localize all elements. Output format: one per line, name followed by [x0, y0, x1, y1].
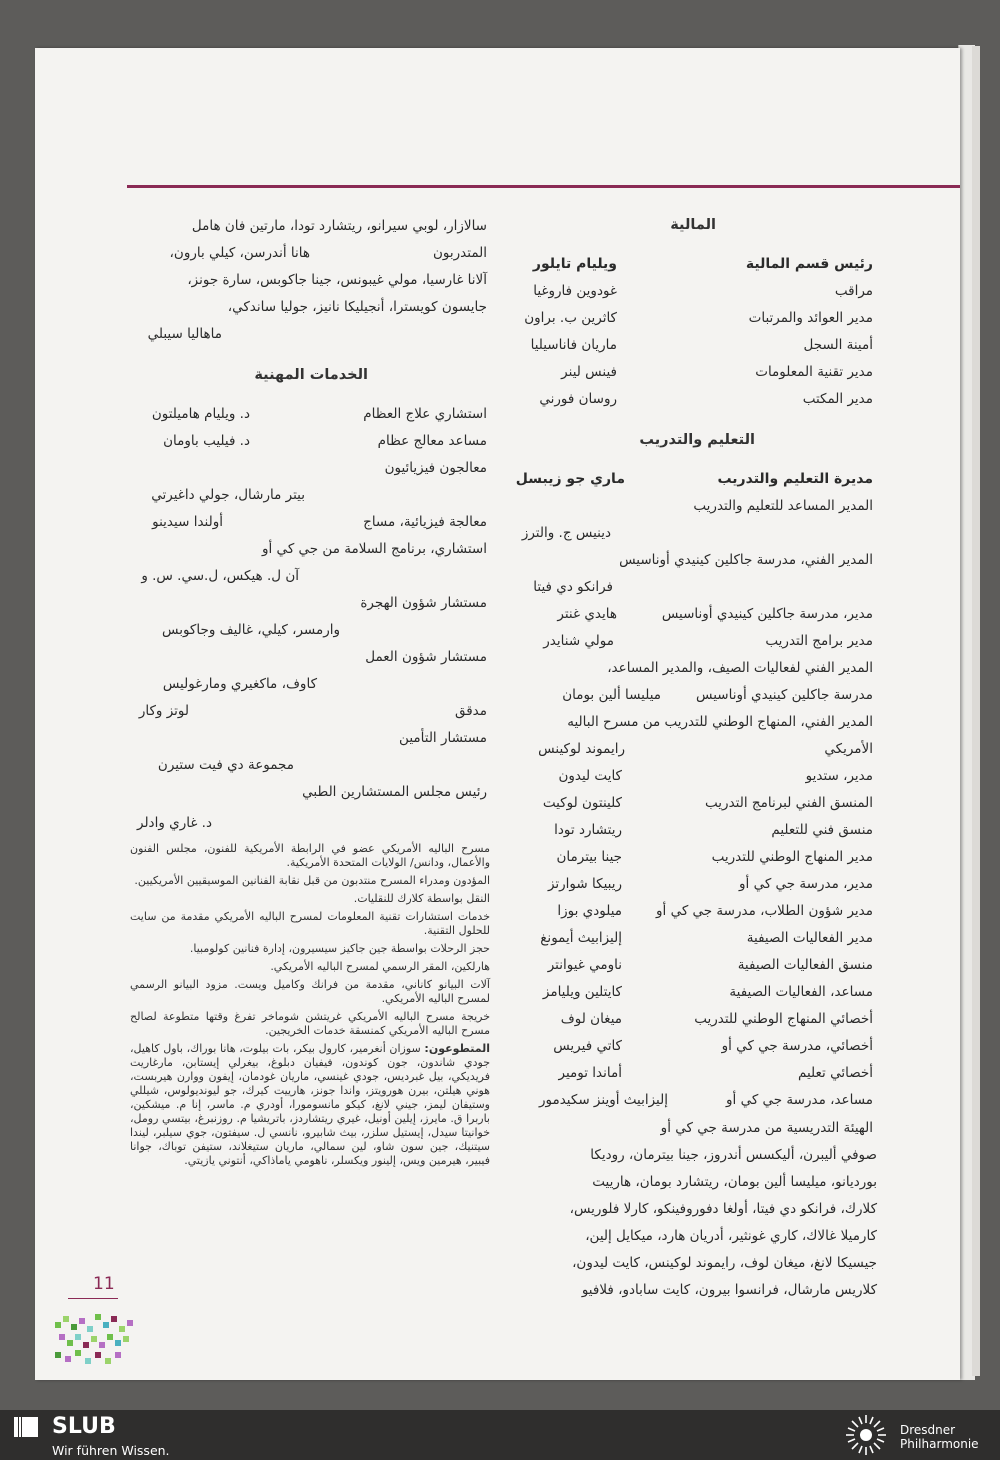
edu-programs-role: مدير برامج التدريب [765, 633, 873, 649]
trainee-line: آلانا غارسيا، مولي غيبونس، جينا جاكوبس، سارة جونز، [187, 272, 487, 288]
immigration-label: مستشار شؤون الهجرة [360, 595, 487, 611]
trainees-label: المتدربون [433, 245, 487, 261]
faculty-line: صوفي أليبرن، أليكسس أندروز، جينا بيترمان، روديكا [590, 1147, 877, 1163]
edu-row-role: منسق الفعاليات الصيفية [737, 957, 873, 973]
note-paragraph: حجز الرحلات بواسطة جين جاكيز سيسيرون، إدارة فنانين كولومبيا. [189, 942, 490, 955]
edu-artdir-role: المدير الفني، مدرسة جاكلين كينيدي أوناسيس [619, 552, 873, 568]
section-title-finance: المالية [670, 217, 716, 233]
safety-name: آن ل. هيكس، ل.سي. س. و [141, 568, 299, 584]
note-paragraph: آلات البيانو كاناني، مقدمة من فرانك وكاميل ويست. مزود البيانو الرسمي لمسرح الباليه الأمريكي. [130, 978, 490, 1005]
finance-role: مدير العوائد والمرتبات [748, 310, 873, 326]
pixel-mosaic-icon [55, 1312, 145, 1372]
philharmonie-line2: Philharmonie [900, 1437, 979, 1451]
notes-block [130, 842, 490, 1168]
edu-row-role: أخصائي المنهاج الوطني للتدريب [694, 1011, 873, 1027]
finance-name: كاثرين ب. براون [524, 310, 617, 326]
edu-national-role-2: الأمريكي [824, 741, 873, 757]
header-rule [127, 185, 960, 188]
edu-row-name: كايتلين ويليامز [542, 984, 622, 1000]
audit-role: مدقق [454, 703, 487, 719]
slub-logo-text: SLUB [52, 1414, 116, 1439]
faculty-line: كلاريس مارشال، فرانسوا بيرون، كايت سابادو، فلافيو [581, 1282, 877, 1298]
edu-row-role: منسق فني للتعليم [771, 822, 873, 838]
edu-row-name: كاتي فيريس [553, 1038, 622, 1054]
faculty-line: كلارك، فرانكو دي فيتا، أولغا دفوروفينكو، كارلا فلوريس، [569, 1201, 877, 1217]
page-edge-shadow [972, 46, 980, 1376]
edu-programs-name: مولي شنايدر [543, 633, 614, 649]
service-name: د. ويليام هاميلتون [151, 406, 250, 422]
philharmonie-sun-icon [842, 1411, 890, 1459]
slub-book-icon [12, 1413, 40, 1441]
finance-name: فينس لينر [561, 364, 617, 380]
edu-row-name: ناومي غيوانتر [547, 957, 622, 973]
note-paragraph: مسرح الباليه الأمريكي عضو في الرابطة الأمريكية للفنون، مجلس الفنون والأعمال، ودانس/ الولايات المتحدة الأمريكية. [130, 842, 490, 869]
faculty-line: جيسيكا لانغ، ميغان لوف، رايموند لوكينس، كايت ليدون، [572, 1255, 877, 1271]
edu-row-name: إليزابيث أوينز سكيدمور [538, 1092, 668, 1108]
volunteers-label: المتطوعون: [424, 1042, 490, 1055]
edu-row-name: ميلودي بوزا [557, 903, 622, 919]
finance-name: روسان فورني [539, 391, 617, 407]
service-role: استشاري علاج العظام [363, 406, 487, 422]
section-title-services: الخدمات المهنية [254, 367, 368, 383]
finance-role: رئيس قسم المالية [745, 256, 873, 272]
philharmonie-line1: Dresdner [900, 1423, 956, 1437]
philharmonie-logo-text [900, 1423, 979, 1451]
finance-role: مراقب [834, 283, 873, 299]
service-name: د. فيليب باومان [163, 433, 250, 449]
edu-director-role: مديرة التعليم والتدريب [717, 471, 873, 487]
edu-row-role: أخصائي، مدرسة جي كي أو [721, 1038, 873, 1054]
finance-role: أمينة السجل [803, 337, 873, 353]
edu-national-role-1: المدير الفني، المنهاج الوطني للتدريب من مسرح الباليه [567, 714, 873, 730]
medical-name: د. غاري وادلر [137, 815, 212, 831]
edu-assistant-name: دينيس ج. والترز [521, 525, 611, 541]
safety-label: استشاري، برنامج السلامة من جي كي أو [262, 541, 487, 557]
note-paragraph: النقل بواسطة كلارك للنقليات. [353, 892, 490, 905]
edu-row-role: أخصائي تعليم [797, 1065, 873, 1081]
edu-row-name: إليزابيث أيمونغ [540, 930, 622, 946]
finance-role: مدير المكتب [802, 391, 873, 407]
edu-row-role: مدير شؤون الطلاب، مدرسة جي كي أو [656, 903, 873, 919]
finance-role: مدير تقنية المعلومات [755, 364, 873, 380]
finance-name: غودوين فاروغيا [533, 283, 617, 299]
trainee-line: هانا أندرسن، كيلي بارون، [169, 245, 310, 261]
edu-row-role: مساعد، الفعاليات الصيفية [729, 984, 873, 1000]
volunteers-names: سوزان أنغرمير، كارول بيكر، بات بيلوت، هانا بوراك، باول كاهيل، جودي شاندون، جون كوندون، فيفيان دبلوغ، بيغرلي إيستابن، مارغاريت فريديكي، بيل غبرديس، جودي غينسي، ماريان غودمان، إيفون ووارن هيربست، هوني هيلتن، بيرن هورويتز، واندا جونز، هارييت كيرك، جو ليونديولوس، شيللي وستيفان ليمز، جيني لانغ، كيكو مانسومورا، أودري م. ماسر، إنا م. ميشكين، باربرا ق. مايرز، إيلين أونيل، غيري ريتشاردز، باتريشيا م. روزنبرغ، بيتسي رومل، خوانيتا سيدل، إيستيل سلزر، بيث شابيرو، نانسي ل. سيفتون، جوي سيلبر، ليندا سيتنيك، جين سون شاو، لين سمالي، ماريان ستيغلاند، ستيفن توباك، جوانا فيبير، هيرمين ويس، إلينور ويكسلر، ناهومي ياماذاكي، أنتوني يازيتي. [130, 1042, 490, 1167]
medical-label: رئيس مجلس المستشارين الطبي [302, 784, 487, 800]
edu-artdir-name: فرانكو دي فيتا [533, 579, 613, 595]
edu-jko-role: مدير، مدرسة جاكلين كينيدي أوناسيس [661, 606, 873, 622]
edu-row-role: مساعد، مدرسة جي كي أو [726, 1092, 873, 1108]
page-number-rule [68, 1298, 118, 1299]
edu-row-name: ريتشارد تودا [554, 822, 622, 838]
edu-row-name: جينا بيترمان [556, 849, 622, 865]
trainee-line: ماهاليا سيبلي [147, 326, 222, 342]
edu-national-name: رايموند لوكينس [538, 741, 625, 757]
edu-row-name: ريبيكا شوارتز [547, 876, 622, 892]
labor-label: مستشار شؤون العمل [365, 649, 487, 665]
trainee-line: سالازار، لوبي سيرانو، ريتشارد تودا، مارتين فان هامل [191, 218, 487, 234]
faculty-line: كارميلا غالاك، كاري غونثير، أدريان هارد، ميكايل إلين، [585, 1228, 877, 1244]
trainee-line: جايسون كويسترا، أنجيليكا نانيز، جوليا ساندكي، [227, 299, 487, 315]
edu-row-name: كايت ليدون [558, 768, 622, 784]
physio-label: معالجون فيزيائيون [384, 460, 487, 476]
edu-row-role: مدير، مدرسة جي كي أو [739, 876, 873, 892]
edu-assistant-role: المدير المساعد للتعليم والتدريب [693, 498, 873, 514]
section-title-education: التعليم والتدريب [639, 432, 755, 448]
edu-row-role: مدير الفعاليات الصيفية [746, 930, 873, 946]
edu-director-name: ماري جو زيبسل [515, 471, 625, 487]
physio-names: بيتر مارشال، جولي داغيرتي [151, 487, 305, 503]
edu-row-name: أماندا تومير [558, 1065, 622, 1081]
note-paragraph: المؤدون ومدراء المسرح منتدبون من قبل نقابة الفنانين الموسيقيين الأمريكيين. [134, 874, 490, 887]
labor-name: كاوف، ماكغيري ومارغوليس [162, 676, 317, 692]
edu-row-role: مدير المنهاج الوطني للتدريب [711, 849, 873, 865]
note-paragraph: هارلكين، المقر الرسمي لمسرح الباليه الأمريكي. [270, 960, 490, 973]
finance-name: ويليام تايلور [532, 256, 617, 272]
edu-row-role: المنسق الفني لبرنامج التدريب [705, 795, 873, 811]
note-paragraph: خدمات استشارات تقنية المعلومات لمسرح الباليه الأمريكي مقدمة من سايت للحلول التقنية. [130, 910, 490, 937]
faculty-label: الهيئة التدريسية من مدرسة جي كي أو [660, 1120, 873, 1136]
physio-f-name: أولندا سيدينو [152, 514, 223, 530]
insurance-label: مستشار التأمين [399, 730, 487, 746]
edu-summer-name: ميليسا ألين بومان [562, 687, 661, 703]
insurance-name: مجموعة دي فيت ستيرن [157, 757, 294, 773]
edu-row-name: كلينتون لوكيت [542, 795, 622, 811]
page-number: 11 [93, 1274, 115, 1294]
service-role: مساعد معالج عظام [377, 433, 487, 449]
edu-summer-role-2: مدرسة جاكلين كينيدي أوناسيس [695, 687, 873, 703]
edu-row-role: مدير، ستديو [805, 768, 873, 784]
immigration-name: وارمسر، كيلي، غاليف وجاكوبس [161, 622, 340, 638]
edu-summer-role-1: المدير الفني لفعاليات الصيف، والمدير المساعد، [607, 660, 873, 676]
audit-name: لوتز وكار [138, 703, 189, 719]
finance-name: ماريان فاناسيليا [530, 337, 617, 353]
edu-row-name: ميغان لوف [560, 1011, 622, 1027]
physio-f-role: معالجة فيزيائية، مساج [363, 514, 487, 530]
faculty-line: بورديانو، ميليسا ألين بومان، ريتشارد بومان، هارييت [592, 1174, 877, 1190]
edu-jko-name: هايدي غنتر [557, 606, 617, 622]
slub-tagline: Wir führen Wissen. [52, 1443, 170, 1458]
volunteers-paragraph [130, 1042, 490, 1168]
note-paragraph: خريجة مسرح الباليه الأمريكي غريتشن شوماخر تفرغ وقتها متطوعة لصالح مسرح الباليه الأمريكي كمنسقة خدمات الخريجين. [130, 1010, 490, 1037]
